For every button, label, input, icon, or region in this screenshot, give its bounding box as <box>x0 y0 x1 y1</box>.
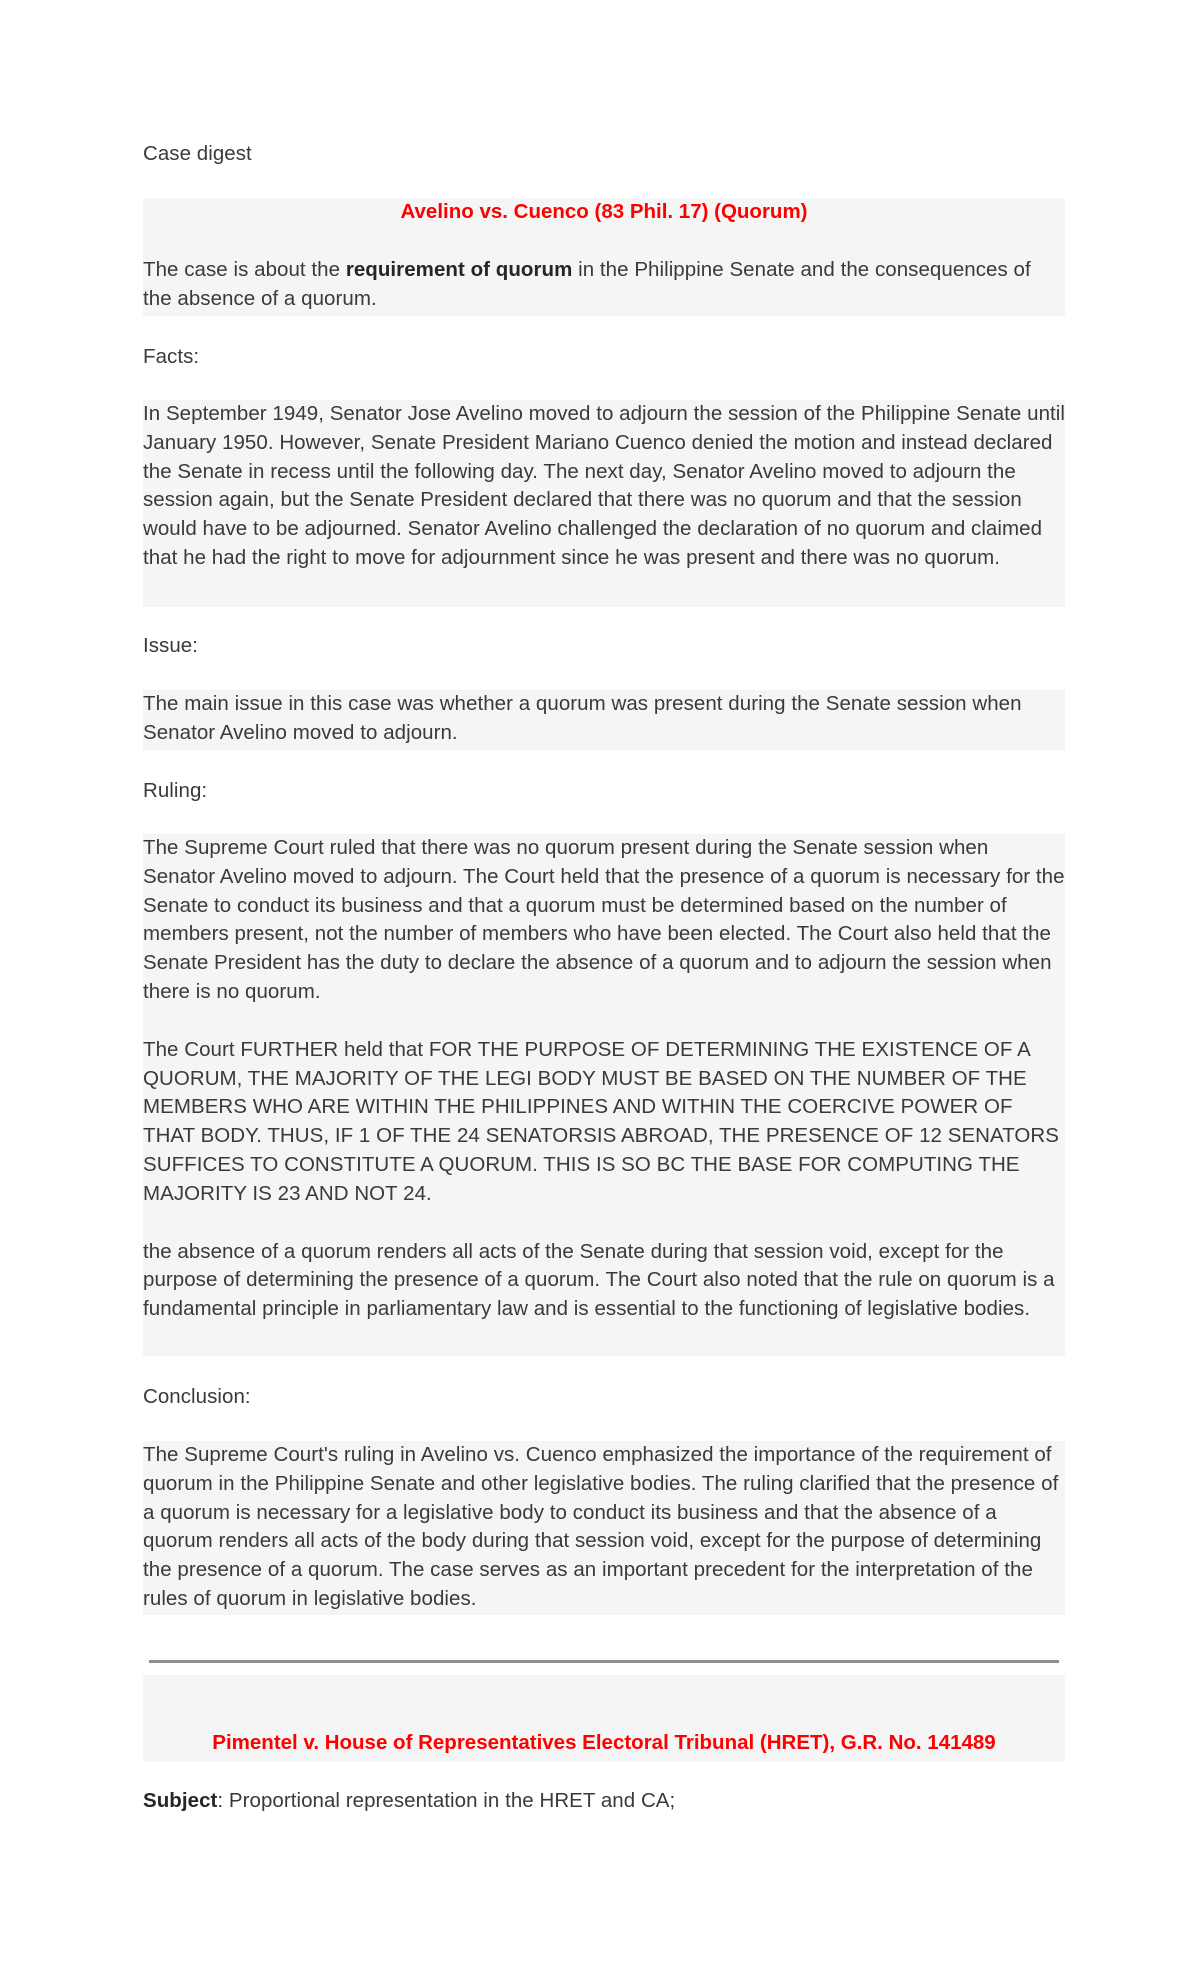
doc-label: Case digest <box>143 142 252 165</box>
conclusion-text: The Supreme Court's ruling in Avelino vs. Cuenco emphasized the importance of the requirement of quorum in the Philippine Senate and other legislative bodies. The ruling clarified that the presence of a quorum is necessary for a legislative body to conduct its business and that the absence of a quorum renders all acts of the body during that session void, except for the purpose of determining the presence of a quorum. The case serves as an important precedent for the interpretation of the rules of quorum in legislative bodies. <box>143 1443 1059 1610</box>
case2-subject-label: Subject <box>143 1789 218 1812</box>
ruling-paragraph-2: The Court FURTHER held that FOR THE PURPOSE OF DETERMINING THE EXISTENCE OF A QUORUM, THE MAJORITY OF THE LEGI BODY MUST BE BASED ON THE NUMBER OF THE MEMBERS WHO ARE WITHIN THE PHILIPPINES AND WITHIN THE COERCIVE POWER OF THAT BODY. THUS, IF 1 OF THE 24 SENATORSIS ABROAD, THE PRESENCE OF 12 SENATORS SUFFICES TO CONSTITUTE A QUORUM. THIS IS SO BC THE BASE FOR COMPUTING THE MAJORITY IS 23 AND NOT 24. <box>143 1037 1060 1205</box>
case2-subject <box>143 1787 1065 1816</box>
ruling-label: Ruling: <box>143 779 208 802</box>
case1-header-block <box>143 198 1065 316</box>
case2-header-block <box>143 1675 1065 1762</box>
conclusion-label: Conclusion: <box>143 1385 251 1408</box>
facts-label: Facts: <box>143 345 200 368</box>
facts-text: In September 1949, Senator Jose Avelino moved to adjourn the session of the Philippine Senate until January 1950. However, Senate President Mariano Cuenco denied the motion and instead declared the Senate in recess until the following day. The next day, Senator Avelino moved to adjourn the session again, but the Senate President declared that there was no quorum and that the session would have to be adjourned. Senator Avelino challenged the declaration of no quorum and claimed that he had the right to move for adjournment since he was present and there was no quorum. <box>143 402 1065 569</box>
case2-title: Pimentel v. House of Representatives Electoral Tribunal (HRET), G.R. No. 141489 <box>212 1731 996 1754</box>
case1-intro-after: in the Philippine Senate and the consequences of the absence of a quorum. <box>143 257 1031 310</box>
conclusion-block <box>143 1441 1065 1615</box>
section-divider <box>149 1660 1059 1663</box>
ruling-paragraph-1: The Supreme Court ruled that there was no quorum present during the Senate session when Senator Avelino moved to adjourn. The Court held that the presence of a quorum is necessary for the Senate to conduct its business and that a quorum must be determined based on the number of members present, not the number of members who have been elected. The Court also held that the Senate President has the duty to declare the absence of a quorum and to adjourn the session when there is no quorum. <box>143 836 1065 1003</box>
facts-block <box>143 400 1065 607</box>
case1-intro-before: The case is about the <box>143 257 346 281</box>
issue-label: Issue: <box>143 634 198 657</box>
case1-intro-bold: requirement of quorum <box>345 257 573 281</box>
case1-title: Avelino vs. Cuenco (83 Phil. 17) (Quorum) <box>400 200 808 223</box>
case2-subject-text: : Proportional representation in the HRET and CA; <box>217 1789 676 1812</box>
issue-block <box>143 690 1065 750</box>
case1-intro <box>143 256 1065 314</box>
issue-text: The main issue in this case was whether a quorum was present during the Senate session when Senator Avelino moved to adjourn. <box>143 692 1022 744</box>
ruling-block <box>143 834 1065 1356</box>
ruling-paragraph-3: the absence of a quorum renders all acts of the Senate during that session void, except for the purpose of determining the presence of a quorum. The Court also noted that the rule on quorum is a fundamental principle in parliamentary law and is essential to the functioning of legislative bodies. <box>143 1239 1055 1321</box>
